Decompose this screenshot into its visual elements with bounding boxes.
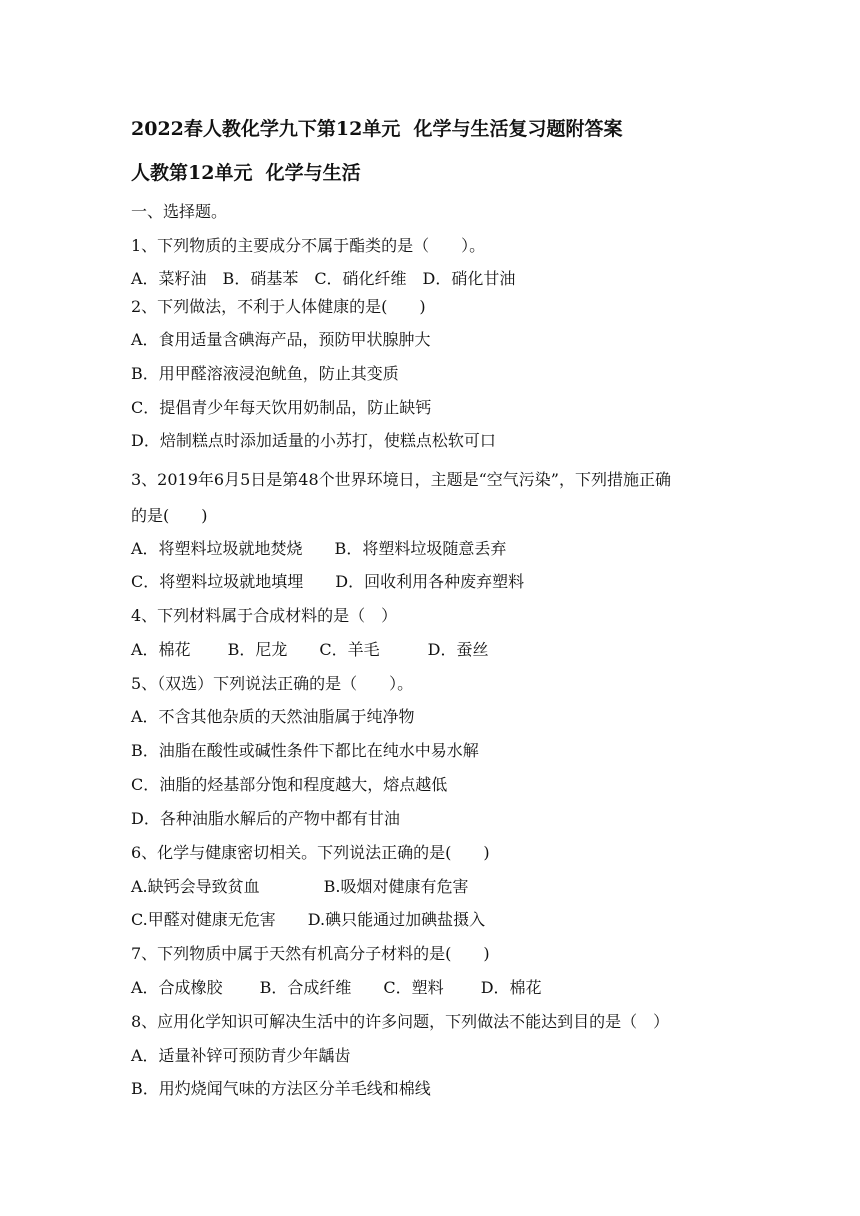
question-line: 1、下列物质的主要成分不属于酯类的是（ ）。 xyxy=(131,236,486,255)
question-line: 7、下列物质中属于天然有机高分子材料的是( ) xyxy=(131,944,490,963)
question-line: D．各种油脂水解后的产物中都有甘油 xyxy=(131,809,400,828)
question-line: A．合成橡胶 B．合成纤维 C．塑料 D．棉花 xyxy=(131,978,542,997)
question-line: 5、（双选）下列说法正确的是（ ）。 xyxy=(131,674,414,693)
question-line: A.缺钙会导致贫血 B.吸烟对健康有危害 xyxy=(131,877,469,896)
question-line: 6、化学与健康密切相关。下列说法正确的是( ) xyxy=(131,843,490,862)
question-line: C．将塑料垃圾就地填埋 D．回收利用各种废弃塑料 xyxy=(131,572,525,591)
document-subtitle: 人教第12单元 化学与生活 xyxy=(131,162,361,184)
question-line: 3、2019年6月5日是第48个世界环境日，主题是“空气污染”，下列措施正确 xyxy=(131,470,671,489)
question-line: C．提倡青少年每天饮用奶制品，防止缺钙 xyxy=(131,398,432,417)
question-line: A．适量补锌可预防青少年龋齿 xyxy=(131,1046,351,1065)
question-line: B．用甲醛溶液浸泡鱿鱼，防止其变质 xyxy=(131,364,399,383)
question-line: 8、应用化学知识可解决生活中的许多问题，下列做法不能达到目的是（ ） xyxy=(131,1012,670,1031)
question-line: 的是( ) xyxy=(131,506,208,525)
question-line: A．不含其他杂质的天然油脂属于纯净物 xyxy=(131,707,415,726)
question-line: B．用灼烧闻气味的方法区分羊毛线和棉线 xyxy=(131,1079,431,1098)
question-line: C．油脂的烃基部分饱和程度越大，熔点越低 xyxy=(131,775,448,794)
question-line: B．油脂在酸性或碱性条件下都比在纯水中易水解 xyxy=(131,741,479,760)
question-line: D．焙制糕点时添加适量的小苏打，使糕点松软可口 xyxy=(131,431,496,450)
question-line: A．菜籽油 B．硝基苯 C．硝化纤维 D．硝化甘油 xyxy=(131,269,516,288)
document-title: 2022春人教化学九下第12单元 化学与生活复习题附答案 xyxy=(131,118,623,140)
question-line: A．棉花 B．尼龙 C．羊毛 D．蚕丝 xyxy=(131,640,489,659)
question-line: C.甲醛对健康无危害 D.碘只能通过加碘盐摄入 xyxy=(131,910,486,929)
question-line: A．食用适量含碘海产品，预防甲状腺肿大 xyxy=(131,330,431,349)
question-line: 2、下列做法，不利于人体健康的是( ) xyxy=(131,297,426,316)
section-heading: 一、选择题。 xyxy=(131,202,228,221)
question-line: A．将塑料垃圾就地焚烧 B．将塑料垃圾随意丢弃 xyxy=(131,539,507,558)
question-line: 4、下列材料属于合成材料的是（ ） xyxy=(131,606,398,625)
